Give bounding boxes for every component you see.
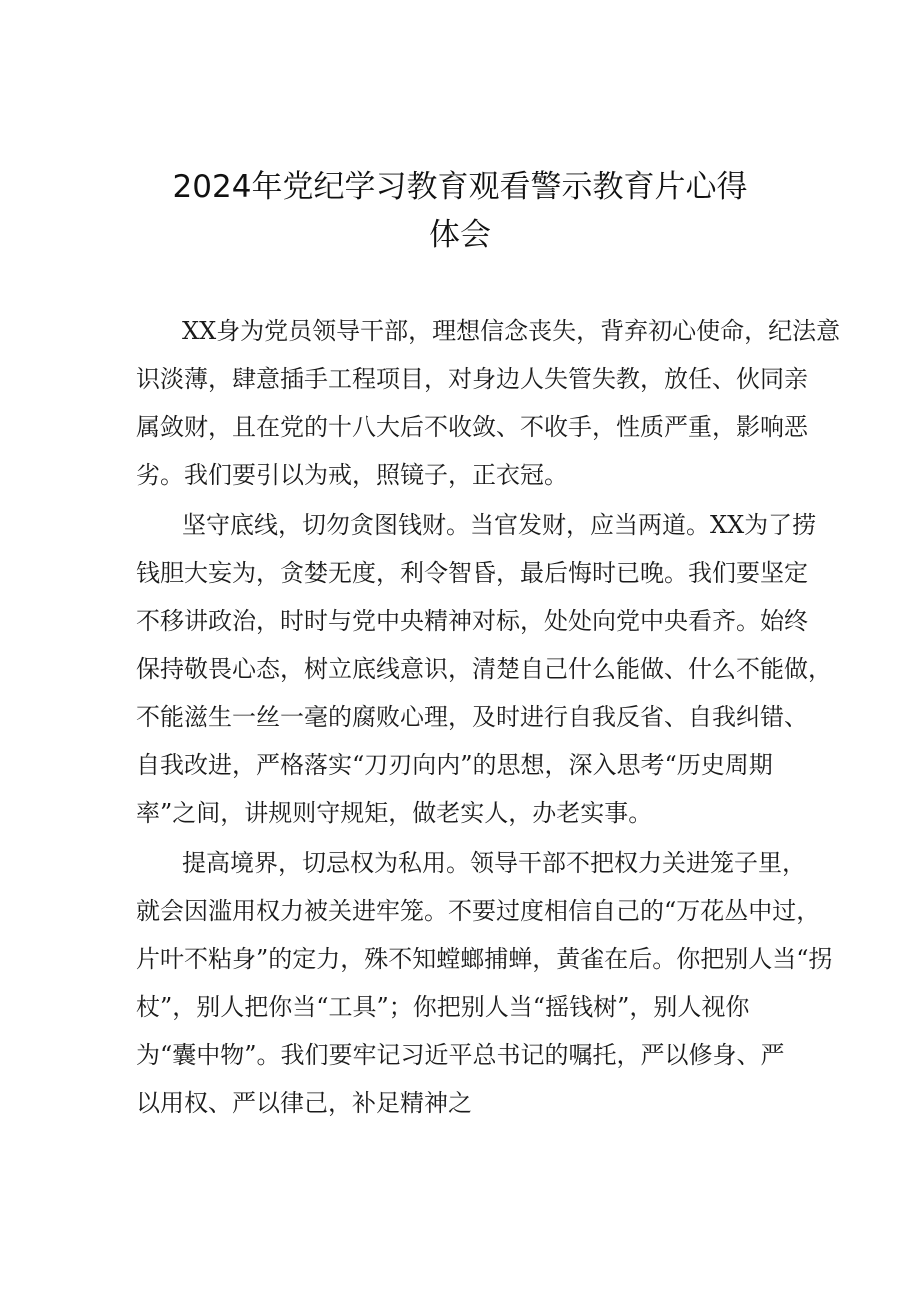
paragraph-line: XX身为党员领导干部，理想信念丧失，背弃初心使命，纪法意 [182,317,841,345]
paragraph-line: 就会因滥用权力被关进牢笼。不要过度相信自己的“万花丛中过， [136,897,821,925]
paragraph-line: 不移讲政治，时时与党中央精神对标，处处向党中央看齐。始终 [136,607,808,635]
paragraph-1 [136,307,841,499]
paragraph-line: 为“囊中物”。我们要牢记习近平总书记的嘱托，严以修身、严 [136,1041,785,1069]
paragraph-line: 不能滋生一丝一毫的腐败心理，及时进行自我反省、自我纠错、 [136,703,808,731]
paragraph-line: 率”之间，讲规则守规矩，做老实人，办老实事。 [136,799,653,827]
paragraph-line: 劣。我们要引以为戒，照镜子，正衣冠。 [136,461,568,489]
paragraph-line: 杖”，别人把你当“工具”；你把别人当“摇钱树”，别人视你 [136,993,750,1021]
paragraph-line: 保持敬畏心态，树立底线意识，清楚自己什么能做、什么不能做， [136,655,832,683]
paragraph-line: 钱胆大妄为，贪婪无度，利令智昏，最后悔时已晚。我们要坚定 [136,559,808,587]
document-title-line-2: 体会 [429,217,491,253]
paragraph-line: 片叶不粘身”的定力，殊不知螳螂捕蝉，黄雀在后。你把别人当“拐 [136,945,833,973]
document-body [136,307,841,1129]
paragraph-line: 提高境界，切忌权为私用。领导干部不把权力关进笼子里， [182,849,806,877]
paragraph-3 [136,839,833,1127]
document-title-line-1: 2024年党纪学习教育观看警示教育片心得 [172,169,748,205]
paragraph-line: 属敛财，且在党的十八大后不收敛、不收手，性质严重，影响恶 [136,413,808,441]
paragraph-line: 识淡薄，肆意插手工程项目，对身边人失管失教，放任、伙同亲 [136,365,808,393]
paragraph-line: 以用权、严以律己，补足精神之 [136,1089,472,1117]
paragraph-2 [136,501,832,837]
paragraph-line: 自我改进，严格落实“刀刃向内”的思想，深入思考“历史周期 [136,751,773,779]
paragraph-line: 坚守底线，切勿贪图钱财。当官发财，应当两道。XX为了捞 [182,511,817,539]
document-title [100,163,820,259]
